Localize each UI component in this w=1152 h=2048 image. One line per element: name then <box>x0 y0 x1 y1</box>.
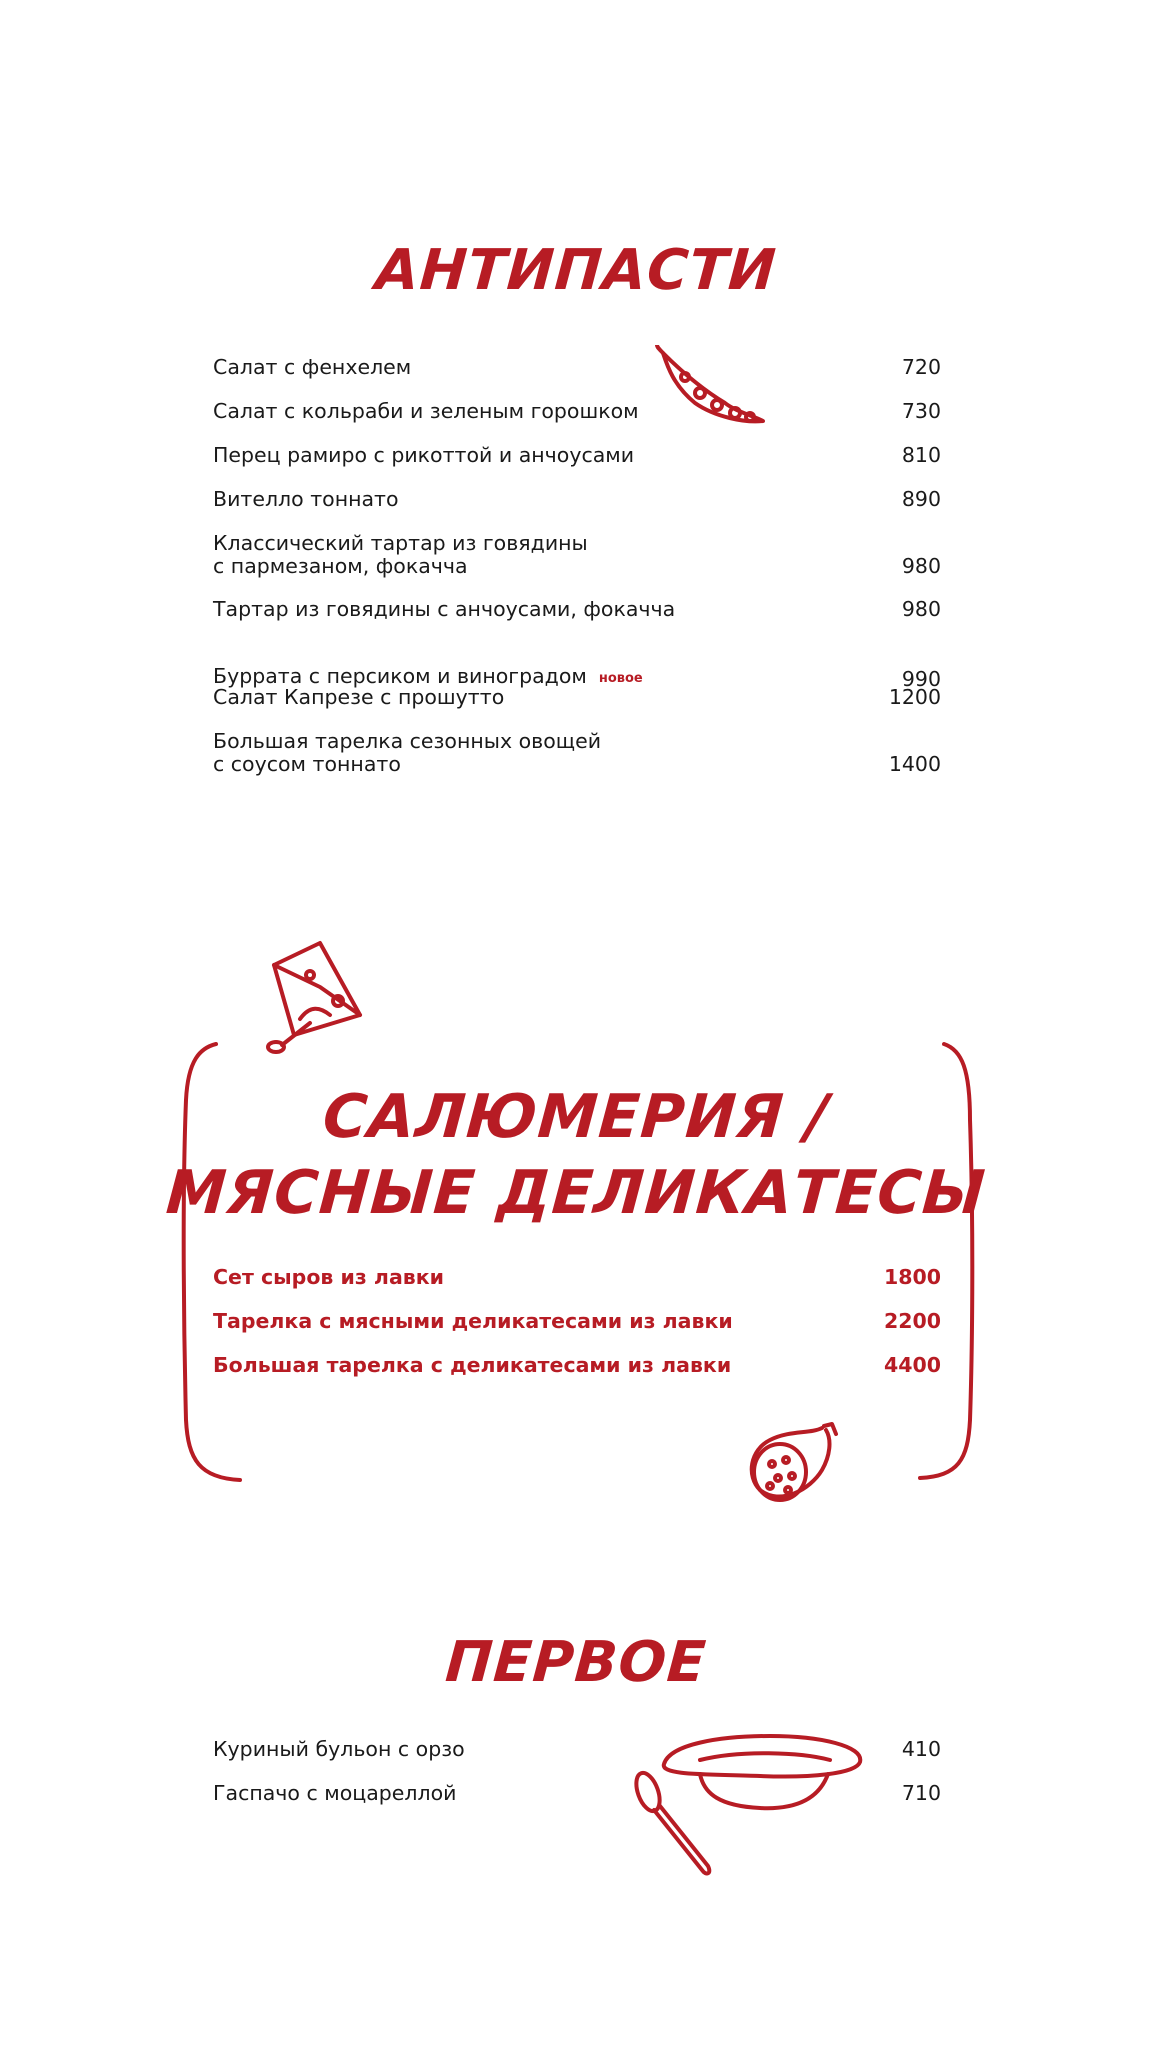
salumeria-title-line2: МЯСНЫЕ ДЕЛИКАТЕСЫ <box>163 1158 989 1228</box>
menu-item <box>213 730 941 776</box>
item-price: 4400 <box>883 1353 941 1377</box>
menu-item <box>213 488 941 511</box>
menu-item <box>213 1354 941 1377</box>
menu-item <box>213 1310 941 1333</box>
item-name: Большая тарелка с деликатесами из лавки <box>213 1353 732 1377</box>
menu-item <box>213 642 941 691</box>
antipasti-title: АНТИПАСТИ <box>373 238 779 303</box>
item-name: Сет сыров из лавки <box>213 1265 445 1289</box>
item-price: 710 <box>901 1781 941 1805</box>
item-price: 410 <box>901 1737 941 1761</box>
menu-item <box>213 598 941 621</box>
item-price: 810 <box>901 443 941 467</box>
salumeria-title-line1: САЛЮМЕРИЯ / <box>320 1082 832 1152</box>
item-name-text: Буррата с персиком и виноградом <box>213 664 587 688</box>
item-name: Гаспачо с моцареллой <box>213 1781 457 1805</box>
item-name: Салат с фенхелем <box>213 355 412 379</box>
menu-item <box>213 532 941 578</box>
menu-item <box>213 444 941 467</box>
item-name: Салат с кольраби и зеленым горошком <box>213 399 639 423</box>
spoon-icon <box>630 1770 720 1880</box>
item-price: 1200 <box>888 685 941 709</box>
pervoe-title: ПЕРВОЕ <box>443 1630 709 1695</box>
item-price: 890 <box>901 487 941 511</box>
item-price: 730 <box>901 399 941 423</box>
item-name: Классический тартар из говядины с пармезаном, фокачча <box>213 531 588 578</box>
item-price: 1800 <box>883 1265 941 1289</box>
item-name: Перец рамиро с рикоттой и анчоусами <box>213 443 635 467</box>
item-name: Большая тарелка сезонных овощей с соусом тоннато <box>213 729 602 776</box>
item-price: 1400 <box>888 752 941 776</box>
menu-item <box>213 1266 941 1289</box>
item-price: 2200 <box>883 1309 941 1333</box>
item-price: 720 <box>901 355 941 379</box>
item-name: Тарелка с мясными деликатесами из лавки <box>213 1309 733 1333</box>
item-name: Вителло тоннато <box>213 487 399 511</box>
item-name <box>213 642 643 691</box>
salami-icon <box>740 1420 850 1510</box>
item-name: Тартар из говядины с анчоусами, фокачча <box>213 597 676 621</box>
cheese-icon <box>260 935 370 1055</box>
menu-item <box>213 686 941 709</box>
menu-item <box>213 356 941 379</box>
item-price: 980 <box>901 554 941 578</box>
item-price: 990 <box>901 667 941 691</box>
menu-item <box>213 400 941 423</box>
new-badge: новое <box>598 671 643 686</box>
item-name: Салат Капрезе с прошутто <box>213 685 505 709</box>
item-name: Куриный бульон с орзо <box>213 1737 465 1761</box>
item-price: 980 <box>901 597 941 621</box>
